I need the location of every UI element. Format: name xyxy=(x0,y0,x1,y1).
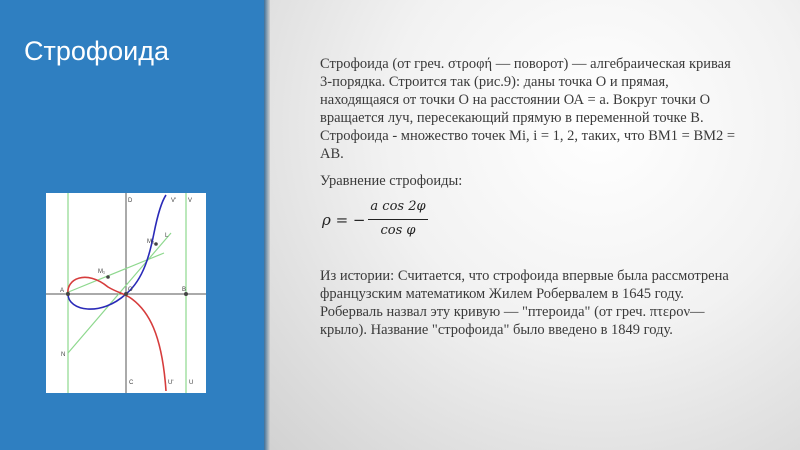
label-V-prime: V' xyxy=(171,198,177,204)
strophoid-formula xyxy=(322,197,452,245)
formula-lhs: ρ = − xyxy=(322,211,366,229)
formula-numerator: a cos 2φ xyxy=(370,199,426,214)
label-O: O xyxy=(128,287,133,293)
label-U: U xyxy=(189,380,194,386)
point-M2 xyxy=(154,242,158,246)
label-N: N xyxy=(61,352,66,358)
label-A: A xyxy=(60,288,65,294)
label-C: C xyxy=(129,380,134,386)
label-B: B xyxy=(182,287,187,293)
point-M1 xyxy=(106,275,110,279)
strophoid-diagram xyxy=(46,193,206,393)
formula-denominator: cos φ xyxy=(380,223,416,238)
definition-paragraph: Строфоида (от греч. στροφή — поворот) — алгебраическая кривая 3-порядка. Строится так (рис.9): даны точка О и прямая, находящаяся от точки О на расстоянии ОА = а. Вокруг точки О вращается луч, пересекающий прямую в переменной точке В. Строфоида - множество точек Mi, i = 1, 2, таких, что ВМ1 = ВМ2 = АВ. xyxy=(320,56,736,162)
strophoid-figure xyxy=(46,193,206,393)
label-L: L xyxy=(165,233,169,239)
slide-title: Строфоида xyxy=(24,36,169,66)
label-D: D xyxy=(128,198,133,204)
label-M1: M₁ xyxy=(98,269,106,275)
label-M2: M₂ xyxy=(147,239,155,245)
chord-line xyxy=(66,253,164,293)
fraction-bar xyxy=(368,219,428,220)
history-paragraph: Из истории: Считается, что строфоида впервые была рассмотрена французским математиком Жилем Робервалем в 1645 году. Роберваль назвал эту кривую — "птероида" (от греч. πτερον— крыло). Название "строфоида" было введено в 1849 году. xyxy=(320,268,729,338)
left-panel xyxy=(0,0,264,450)
equation-heading: Уравнение строфоиды: xyxy=(320,173,463,189)
label-U-prime: U' xyxy=(168,380,174,386)
label-V: V xyxy=(188,198,193,204)
point-A xyxy=(66,292,70,296)
